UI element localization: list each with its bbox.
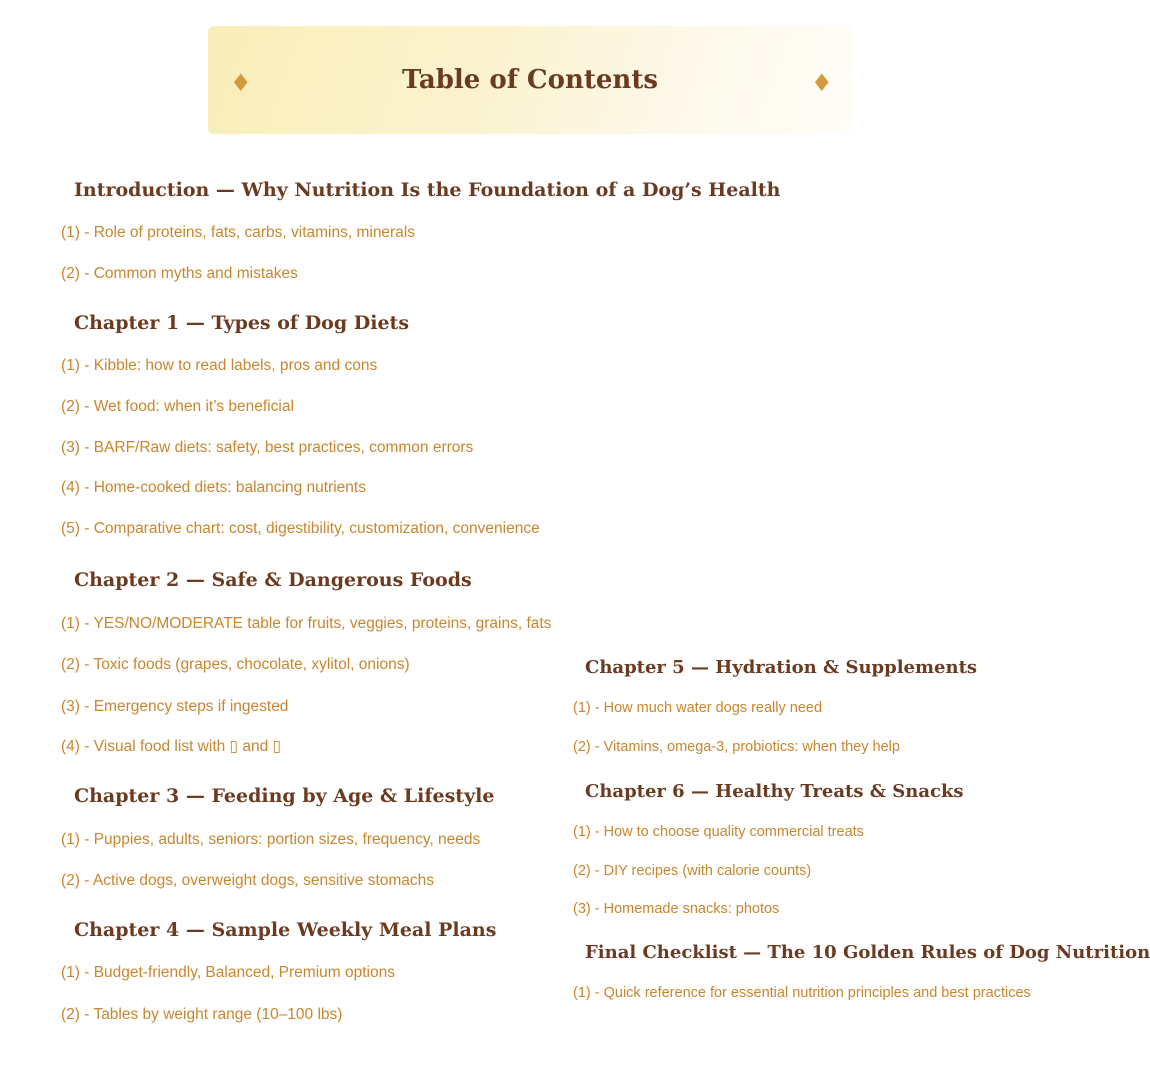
toc-item[interactable]: (2) - Tables by weight range (10–100 lbs)	[61, 1006, 343, 1023]
section-heading-chapter-2[interactable]: Chapter 2 — Safe & Dangerous Foods	[74, 569, 472, 591]
toc-item[interactable]: (1) - Role of proteins, fats, carbs, vitamins, minerals	[61, 224, 416, 241]
section-heading-chapter-1[interactable]: Chapter 1 — Types of Dog Diets	[74, 312, 410, 334]
toc-item[interactable]: (2) - Toxic foods (grapes, chocolate, xylitol, onions)	[61, 656, 410, 673]
toc-item[interactable]: (1) - Puppies, adults, seniors: portion sizes, frequency, needs	[61, 831, 481, 848]
section-heading-chapter-5[interactable]: Chapter 5 — Hydration & Supplements	[585, 657, 978, 678]
toc-item[interactable]: (2) - Wet food: when it’s beneficial	[61, 398, 294, 415]
toc-item[interactable]: (1) - YES/NO/MODERATE table for fruits, veggies, proteins, grains, fats	[61, 615, 552, 632]
toc-item[interactable]: (1) - How much water dogs really need	[573, 700, 823, 716]
toc-item[interactable]: (3) - Homemade snacks: photos	[573, 901, 780, 917]
toc-item[interactable]: (4) - Visual food list with ▯ and ▯	[61, 738, 282, 755]
toc-item[interactable]: (1) - Budget-friendly, Balanced, Premium options	[61, 964, 395, 981]
toc-item[interactable]: (2) - Common myths and mistakes	[61, 265, 298, 282]
section-heading-introduction[interactable]: Introduction — Why Nutrition Is the Foundation of a Dog’s Health	[74, 179, 781, 201]
toc-item[interactable]: (1) - Quick reference for essential nutrition principles and best practices	[573, 985, 1031, 1001]
section-heading-final-checklist[interactable]: Final Checklist — The 10 Golden Rules of Dog Nutrition	[585, 942, 1150, 963]
toc-item[interactable]: (5) - Comparative chart: cost, digestibility, customization, convenience	[61, 520, 540, 537]
diamond-right-icon: ♦	[811, 69, 833, 97]
page-title: Table of Contents	[402, 65, 658, 95]
toc-item[interactable]: (2) - Active dogs, overweight dogs, sensitive stomachs	[61, 872, 435, 889]
toc-item[interactable]: (3) - Emergency steps if ingested	[61, 698, 289, 715]
section-heading-chapter-4[interactable]: Chapter 4 — Sample Weekly Meal Plans	[74, 919, 497, 941]
toc-item[interactable]: (2) - Vitamins, omega-3, probiotics: when they help	[573, 739, 900, 755]
toc-item[interactable]: (1) - Kibble: how to read labels, pros and cons	[61, 357, 378, 374]
toc-item[interactable]: (4) - Home-cooked diets: balancing nutrients	[61, 479, 366, 496]
section-heading-chapter-3[interactable]: Chapter 3 — Feeding by Age & Lifestyle	[74, 785, 495, 807]
toc-item[interactable]: (3) - BARF/Raw diets: safety, best practices, common errors	[61, 439, 474, 456]
toc-item[interactable]: (1) - How to choose quality commercial treats	[573, 824, 864, 840]
toc-item[interactable]: (2) - DIY recipes (with calorie counts)	[573, 863, 812, 879]
section-heading-chapter-6[interactable]: Chapter 6 — Healthy Treats & Snacks	[585, 781, 964, 802]
diamond-left-icon: ♦	[230, 69, 252, 97]
